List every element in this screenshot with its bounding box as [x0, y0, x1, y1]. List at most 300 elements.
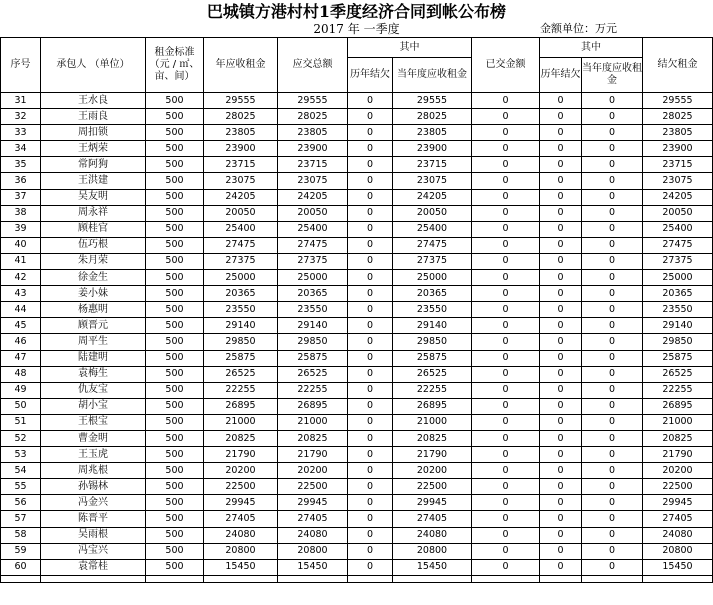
- header-past-arrears: 历年结欠: [348, 58, 393, 93]
- cell-current-year-rent: 21790: [393, 447, 472, 463]
- cell-rate: 500: [146, 350, 204, 366]
- cell-rate: 500: [146, 318, 204, 334]
- cell-paid: 0: [472, 447, 540, 463]
- cell-total-due: 22500: [278, 479, 348, 495]
- cell-paid: 0: [472, 414, 540, 430]
- cell-contractor-name: 周扣锁: [41, 125, 146, 141]
- cell-past-arrears: 0: [348, 253, 393, 269]
- cell-seq: 47: [1, 350, 41, 366]
- cell-contractor-name: 陈晋平: [41, 511, 146, 527]
- cell-contractor-name: 周平生: [41, 334, 146, 350]
- cell-annual-rent: 25000: [204, 270, 278, 286]
- cell-paid: 0: [472, 559, 540, 575]
- cell-contractor-name: 王洪建: [41, 173, 146, 189]
- cell-seq: 36: [1, 173, 41, 189]
- cell-total-due: 25875: [278, 350, 348, 366]
- cell-annual-rent: 20365: [204, 286, 278, 302]
- cell-seq: 56: [1, 495, 41, 511]
- cell-past-arrears-paid: 0: [540, 479, 582, 495]
- cell-past-arrears-paid: 0: [540, 141, 582, 157]
- cell-balance: 20200: [643, 463, 713, 479]
- table-row: [1, 334, 713, 350]
- table-row: [1, 318, 713, 334]
- table-row: [1, 366, 713, 382]
- header-of-which-paid: 其中: [540, 38, 643, 58]
- cell-current-year-rent-paid: 0: [582, 463, 643, 479]
- cell-current-year-rent-paid: 0: [582, 414, 643, 430]
- cell-paid: 0: [472, 205, 540, 221]
- cell-current-year-rent-paid: 0: [582, 173, 643, 189]
- cell-annual-rent: 26525: [204, 366, 278, 382]
- cell-current-year-rent: 23715: [393, 157, 472, 173]
- cell-paid: 0: [472, 543, 540, 559]
- cell-total-due: 20365: [278, 286, 348, 302]
- cell-current-year-rent-paid: 0: [582, 189, 643, 205]
- cell-contractor-name: 吴雨根: [41, 527, 146, 543]
- table-row: [1, 479, 713, 495]
- cell-balance: 29555: [643, 93, 713, 109]
- cell-current-year-rent: 20050: [393, 205, 472, 221]
- cell-rate: 500: [146, 463, 204, 479]
- cell-balance: 22500: [643, 479, 713, 495]
- cell-total-due: 24080: [278, 527, 348, 543]
- cell-current-year-rent-paid: 0: [582, 350, 643, 366]
- cell-annual-rent: 20800: [204, 543, 278, 559]
- cell-paid: 0: [472, 495, 540, 511]
- cell-past-arrears: 0: [348, 302, 393, 318]
- cell-annual-rent: 28025: [204, 109, 278, 125]
- cell-paid: 0: [472, 527, 540, 543]
- cell-current-year-rent-paid: 0: [582, 430, 643, 446]
- cell-annual-rent: 29850: [204, 334, 278, 350]
- cell-balance: 26895: [643, 398, 713, 414]
- cell-past-arrears-paid: 0: [540, 205, 582, 221]
- cell-current-year-rent-paid: 0: [582, 543, 643, 559]
- cell-current-year-rent: 23805: [393, 125, 472, 141]
- cell-annual-rent: 29140: [204, 318, 278, 334]
- cell-past-arrears-paid: 0: [540, 382, 582, 398]
- cutoff-cell: [582, 575, 643, 582]
- cell-contractor-name: 杨惠明: [41, 302, 146, 318]
- cell-rate: 500: [146, 302, 204, 318]
- table-row: [1, 253, 713, 269]
- cell-current-year-rent: 25875: [393, 350, 472, 366]
- cell-paid: 0: [472, 463, 540, 479]
- cell-total-due: 23900: [278, 141, 348, 157]
- cell-past-arrears: 0: [348, 189, 393, 205]
- table-row: [1, 430, 713, 446]
- cell-balance: 25000: [643, 270, 713, 286]
- cell-past-arrears: 0: [348, 334, 393, 350]
- cell-current-year-rent-paid: 0: [582, 205, 643, 221]
- cell-past-arrears: 0: [348, 479, 393, 495]
- cell-balance: 20825: [643, 430, 713, 446]
- cell-contractor-name: 伍巧根: [41, 237, 146, 253]
- cell-past-arrears: 0: [348, 93, 393, 109]
- cell-rate: 500: [146, 109, 204, 125]
- cell-past-arrears: 0: [348, 430, 393, 446]
- cutoff-cell: [540, 575, 582, 582]
- cell-seq: 45: [1, 318, 41, 334]
- table-row: [1, 511, 713, 527]
- cell-paid: 0: [472, 398, 540, 414]
- cell-balance: 27405: [643, 511, 713, 527]
- cell-contractor-name: 胡小宝: [41, 398, 146, 414]
- table-row: [1, 495, 713, 511]
- table-row: [1, 447, 713, 463]
- cell-paid: 0: [472, 334, 540, 350]
- cell-current-year-rent: 20365: [393, 286, 472, 302]
- cell-balance: 27375: [643, 253, 713, 269]
- cell-total-due: 23805: [278, 125, 348, 141]
- cell-total-due: 23550: [278, 302, 348, 318]
- table-row: [1, 350, 713, 366]
- cell-contractor-name: 陆建明: [41, 350, 146, 366]
- header-annual-rent: 年应收租金: [204, 38, 278, 93]
- cell-past-arrears-paid: 0: [540, 237, 582, 253]
- cell-total-due: 27475: [278, 237, 348, 253]
- cell-current-year-rent-paid: 0: [582, 221, 643, 237]
- cell-past-arrears: 0: [348, 447, 393, 463]
- cell-current-year-rent: 22255: [393, 382, 472, 398]
- cell-rate: 500: [146, 543, 204, 559]
- cell-total-due: 23075: [278, 173, 348, 189]
- cell-annual-rent: 29555: [204, 93, 278, 109]
- cell-current-year-rent-paid: 0: [582, 141, 643, 157]
- cell-seq: 57: [1, 511, 41, 527]
- cell-past-arrears-paid: 0: [540, 398, 582, 414]
- cell-balance: 20800: [643, 543, 713, 559]
- table-row: [1, 527, 713, 543]
- cutoff-cell: [204, 575, 278, 582]
- table-row: [1, 543, 713, 559]
- cell-balance: 27475: [643, 237, 713, 253]
- cell-paid: 0: [472, 221, 540, 237]
- table-row: [1, 398, 713, 414]
- header-contractor: 承包人 （单位）: [41, 38, 146, 93]
- cell-balance: 29850: [643, 334, 713, 350]
- cell-seq: 53: [1, 447, 41, 463]
- cell-current-year-rent: 24080: [393, 527, 472, 543]
- cell-balance: 23805: [643, 125, 713, 141]
- cell-balance: 24080: [643, 527, 713, 543]
- cell-balance: 20365: [643, 286, 713, 302]
- cell-current-year-rent-paid: 0: [582, 93, 643, 109]
- cell-balance: 25400: [643, 221, 713, 237]
- header-rate-line2: （元 / ㎡、: [149, 59, 200, 70]
- cell-current-year-rent: 20200: [393, 463, 472, 479]
- cell-seq: 37: [1, 189, 41, 205]
- cell-past-arrears-paid: 0: [540, 543, 582, 559]
- cell-past-arrears-paid: 0: [540, 302, 582, 318]
- cell-past-arrears-paid: 0: [540, 318, 582, 334]
- cutoff-cell: [1, 575, 41, 582]
- cell-past-arrears: 0: [348, 495, 393, 511]
- cell-contractor-name: 王水良: [41, 93, 146, 109]
- cell-rate: 500: [146, 398, 204, 414]
- cell-balance: 23715: [643, 157, 713, 173]
- cell-current-year-rent-paid: 0: [582, 398, 643, 414]
- cell-contractor-name: 王雨良: [41, 109, 146, 125]
- cell-seq: 39: [1, 221, 41, 237]
- cell-contractor-name: 曹金明: [41, 430, 146, 446]
- cell-total-due: 23715: [278, 157, 348, 173]
- cell-seq: 51: [1, 414, 41, 430]
- cell-past-arrears: 0: [348, 205, 393, 221]
- cell-contractor-name: 吴友明: [41, 189, 146, 205]
- cell-current-year-rent: 21000: [393, 414, 472, 430]
- header-rate-line3: 亩、间）: [154, 71, 195, 82]
- ledger-table: [0, 37, 713, 583]
- cell-current-year-rent-paid: 0: [582, 302, 643, 318]
- cell-seq: 32: [1, 109, 41, 125]
- cell-contractor-name: 徐金生: [41, 270, 146, 286]
- cell-past-arrears-paid: 0: [540, 350, 582, 366]
- table-row: [1, 237, 713, 253]
- cell-past-arrears-paid: 0: [540, 221, 582, 237]
- cell-annual-rent: 15450: [204, 559, 278, 575]
- cell-past-arrears: 0: [348, 559, 393, 575]
- cell-past-arrears-paid: 0: [540, 495, 582, 511]
- cell-balance: 23900: [643, 141, 713, 157]
- cell-seq: 46: [1, 334, 41, 350]
- cell-balance: 24205: [643, 189, 713, 205]
- cell-past-arrears-paid: 0: [540, 253, 582, 269]
- cell-past-arrears-paid: 0: [540, 527, 582, 543]
- cell-seq: 55: [1, 479, 41, 495]
- cell-total-due: 22255: [278, 382, 348, 398]
- cell-current-year-rent-paid: 0: [582, 318, 643, 334]
- cell-balance: 15450: [643, 559, 713, 575]
- cell-total-due: 26525: [278, 366, 348, 382]
- cell-total-due: 20825: [278, 430, 348, 446]
- table-row: [1, 463, 713, 479]
- cell-balance: 28025: [643, 109, 713, 125]
- table-row: [1, 125, 713, 141]
- cell-annual-rent: 21000: [204, 414, 278, 430]
- cell-paid: 0: [472, 318, 540, 334]
- cell-past-arrears: 0: [348, 527, 393, 543]
- cell-paid: 0: [472, 430, 540, 446]
- cell-current-year-rent: 25400: [393, 221, 472, 237]
- cell-past-arrears-paid: 0: [540, 463, 582, 479]
- cell-contractor-name: 常阿狗: [41, 157, 146, 173]
- cell-seq: 31: [1, 93, 41, 109]
- cell-contractor-name: 顾晋元: [41, 318, 146, 334]
- table-row: [1, 173, 713, 189]
- cell-annual-rent: 21790: [204, 447, 278, 463]
- cell-annual-rent: 29945: [204, 495, 278, 511]
- cell-paid: 0: [472, 511, 540, 527]
- cell-total-due: 20050: [278, 205, 348, 221]
- cell-current-year-rent: 29140: [393, 318, 472, 334]
- cell-annual-rent: 25400: [204, 221, 278, 237]
- cell-current-year-rent: 23550: [393, 302, 472, 318]
- cell-current-year-rent-paid: 0: [582, 286, 643, 302]
- cell-past-arrears-paid: 0: [540, 189, 582, 205]
- header-seq: 序号: [1, 38, 41, 93]
- cell-seq: 35: [1, 157, 41, 173]
- cell-paid: 0: [472, 141, 540, 157]
- cell-current-year-rent-paid: 0: [582, 479, 643, 495]
- cell-rate: 500: [146, 527, 204, 543]
- cell-contractor-name: 仇友宝: [41, 382, 146, 398]
- cell-current-year-rent-paid: 0: [582, 109, 643, 125]
- cell-past-arrears-paid: 0: [540, 157, 582, 173]
- cell-past-arrears-paid: 0: [540, 511, 582, 527]
- cell-balance: 23550: [643, 302, 713, 318]
- cell-rate: 500: [146, 221, 204, 237]
- cell-current-year-rent-paid: 0: [582, 270, 643, 286]
- cell-current-year-rent: 26525: [393, 366, 472, 382]
- cell-total-due: 29555: [278, 93, 348, 109]
- cell-rate: 500: [146, 270, 204, 286]
- table-row: [1, 221, 713, 237]
- cell-annual-rent: 23550: [204, 302, 278, 318]
- cutoff-cell: [146, 575, 204, 582]
- cell-seq: 44: [1, 302, 41, 318]
- cell-current-year-rent-paid: 0: [582, 253, 643, 269]
- cell-paid: 0: [472, 253, 540, 269]
- cell-paid: 0: [472, 125, 540, 141]
- cell-past-arrears: 0: [348, 109, 393, 125]
- cell-past-arrears: 0: [348, 286, 393, 302]
- table-body: [1, 93, 713, 583]
- cell-rate: 500: [146, 382, 204, 398]
- header-rate-line1: 租金标准: [154, 47, 195, 58]
- cell-past-arrears-paid: 0: [540, 447, 582, 463]
- table-row: [1, 109, 713, 125]
- cell-annual-rent: 24080: [204, 527, 278, 543]
- table-row-cutoff: [1, 575, 713, 582]
- cell-past-arrears-paid: 0: [540, 559, 582, 575]
- cell-current-year-rent-paid: 0: [582, 495, 643, 511]
- cell-past-arrears: 0: [348, 366, 393, 382]
- cell-past-arrears: 0: [348, 221, 393, 237]
- cell-rate: 500: [146, 414, 204, 430]
- cell-annual-rent: 23900: [204, 141, 278, 157]
- cell-current-year-rent: 27405: [393, 511, 472, 527]
- cell-current-year-rent-paid: 0: [582, 366, 643, 382]
- cell-current-year-rent: 29850: [393, 334, 472, 350]
- header-current-year-rent: 当年度应收租金: [393, 58, 472, 93]
- cell-past-arrears: 0: [348, 350, 393, 366]
- cell-contractor-name: 王炳荣: [41, 141, 146, 157]
- cell-paid: 0: [472, 157, 540, 173]
- cell-contractor-name: 冯宝兴: [41, 543, 146, 559]
- cell-total-due: 29850: [278, 334, 348, 350]
- header-of-which-due: 其中: [348, 38, 472, 58]
- currency-unit: 金额单位：万元: [540, 22, 617, 35]
- table-row: [1, 382, 713, 398]
- cell-total-due: 25400: [278, 221, 348, 237]
- cell-current-year-rent-paid: 0: [582, 527, 643, 543]
- cell-seq: 34: [1, 141, 41, 157]
- cell-paid: 0: [472, 350, 540, 366]
- cell-current-year-rent: 20800: [393, 543, 472, 559]
- cutoff-cell: [348, 575, 393, 582]
- cell-total-due: 21000: [278, 414, 348, 430]
- cell-current-year-rent-paid: 0: [582, 559, 643, 575]
- cell-seq: 40: [1, 237, 41, 253]
- cell-current-year-rent: 27475: [393, 237, 472, 253]
- header-balance: 结欠租金: [643, 38, 713, 93]
- cell-rate: 500: [146, 430, 204, 446]
- cell-rate: 500: [146, 157, 204, 173]
- cell-rate: 500: [146, 141, 204, 157]
- cutoff-cell: [472, 575, 540, 582]
- cell-past-arrears: 0: [348, 382, 393, 398]
- table-row: [1, 302, 713, 318]
- cell-current-year-rent-paid: 0: [582, 334, 643, 350]
- cell-annual-rent: 22255: [204, 382, 278, 398]
- cell-paid: 0: [472, 479, 540, 495]
- cell-total-due: 21790: [278, 447, 348, 463]
- cell-contractor-name: 顾桂官: [41, 221, 146, 237]
- header-rent-standard: [146, 38, 204, 93]
- cell-annual-rent: 24205: [204, 189, 278, 205]
- cell-rate: 500: [146, 559, 204, 575]
- cell-past-arrears: 0: [348, 270, 393, 286]
- cell-rate: 500: [146, 125, 204, 141]
- cell-annual-rent: 25875: [204, 350, 278, 366]
- cell-paid: 0: [472, 173, 540, 189]
- cell-paid: 0: [472, 109, 540, 125]
- cell-seq: 52: [1, 430, 41, 446]
- period-subtitle: 2017 年 一季度: [313, 22, 400, 36]
- cell-contractor-name: 袁常桂: [41, 559, 146, 575]
- cell-past-arrears-paid: 0: [540, 286, 582, 302]
- cell-current-year-rent: 23075: [393, 173, 472, 189]
- cell-annual-rent: 20200: [204, 463, 278, 479]
- cell-annual-rent: 23715: [204, 157, 278, 173]
- cell-past-arrears-paid: 0: [540, 414, 582, 430]
- cutoff-cell: [278, 575, 348, 582]
- cell-balance: 21790: [643, 447, 713, 463]
- cell-current-year-rent: 28025: [393, 109, 472, 125]
- cell-balance: 29945: [643, 495, 713, 511]
- cutoff-cell: [41, 575, 146, 582]
- cell-rate: 500: [146, 189, 204, 205]
- cell-current-year-rent: 29555: [393, 93, 472, 109]
- cell-total-due: 27375: [278, 253, 348, 269]
- cell-paid: 0: [472, 302, 540, 318]
- cell-seq: 33: [1, 125, 41, 141]
- header-total-due: 应交总额: [278, 38, 348, 93]
- cell-current-year-rent-paid: 0: [582, 237, 643, 253]
- cell-current-year-rent-paid: 0: [582, 382, 643, 398]
- cell-contractor-name: 周永祥: [41, 205, 146, 221]
- cell-total-due: 29945: [278, 495, 348, 511]
- cell-total-due: 27405: [278, 511, 348, 527]
- cell-total-due: 20200: [278, 463, 348, 479]
- header-current-year-rent-paid: 当年度应收租金: [582, 58, 643, 93]
- cell-total-due: 15450: [278, 559, 348, 575]
- cell-total-due: 20800: [278, 543, 348, 559]
- cell-current-year-rent: 23900: [393, 141, 472, 157]
- cell-current-year-rent-paid: 0: [582, 447, 643, 463]
- cell-seq: 50: [1, 398, 41, 414]
- cell-total-due: 24205: [278, 189, 348, 205]
- cell-contractor-name: 王根宝: [41, 414, 146, 430]
- cell-annual-rent: 23805: [204, 125, 278, 141]
- cell-rate: 500: [146, 237, 204, 253]
- cell-seq: 49: [1, 382, 41, 398]
- cell-paid: 0: [472, 270, 540, 286]
- cell-paid: 0: [472, 237, 540, 253]
- cell-rate: 500: [146, 253, 204, 269]
- cell-total-due: 26895: [278, 398, 348, 414]
